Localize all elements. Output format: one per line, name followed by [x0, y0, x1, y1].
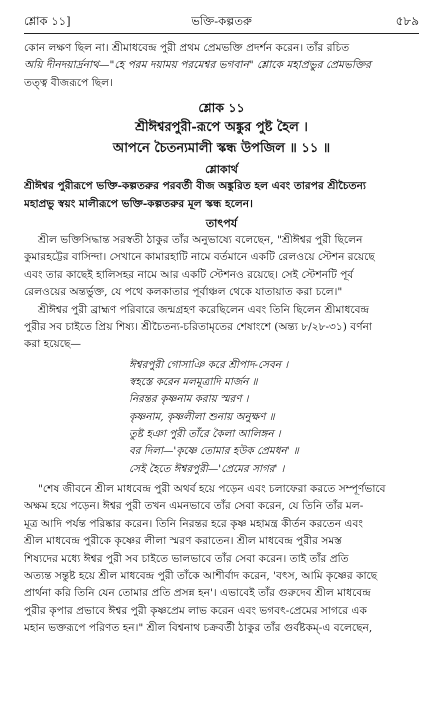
text-line: শ্রীল মাধবেন্দ্র পুরীকে কৃষ্ণের লীলা স্মরণ করাতেন। শ্রীল মাধবেন্দ্র পুরীর সমস্ত [24, 535, 342, 548]
text-line: এবং তার কাছেই হালিসহর নামে আর একটি স্টেশনও রয়েছে। সেই স্টেশনটি পূর্ব [24, 268, 354, 281]
translation-text [24, 178, 419, 213]
purport-paragraph-2 [24, 302, 419, 354]
page-body [24, 40, 419, 638]
quoted-verses [24, 357, 419, 478]
purport-heading: তাৎপর্য [205, 217, 238, 231]
text-line: পুরীর সব চাইতে প্রিয় শিষ্য। শ্রীচৈতন্য-চরিতামৃতের শেষাংশে (অন্ত্য ৮/২৮-৩১) বর্ণনা [24, 321, 373, 334]
text-line: অত্যন্ত সন্তুষ্ট হয়ে শ্রীল মাধবেন্দ্র পুরী তাঁকে আশীর্বাদ করেন, 'বৎস, আমি কৃষ্ণের কাছে [24, 569, 378, 582]
text-line: মহান ভক্তরূপে পরিণত হন।" শ্রীল বিশ্বনাথ চক্রবর্তী ঠাকুর তাঁর গুর্বষ্টকম্‌-এ বলেছেন, [24, 622, 373, 635]
translation-heading: শ্লোকার্থ [205, 163, 238, 177]
header-verse-ref: শ্লোক ১১] [24, 14, 71, 28]
verse-number: শ্লোক ১১ [198, 100, 245, 116]
header-divider [24, 33, 419, 34]
verse-line-1: শ্রীঈশ্বরপুরী-রূপে অঙ্কুর পুষ্ট হৈল । [135, 120, 308, 136]
purport-paragraph-3 [24, 481, 419, 638]
text-line: কুমারহট্টের বাসিন্দা। সেখানে কামারহাটি নামে বর্তমানে একটি রেলওয়ে স্টেশন রয়েছে [24, 251, 375, 264]
intro-paragraph [24, 40, 419, 92]
poem-line: নিরন্তর কৃষ্ণনাম করায় স্মরণ । [129, 393, 249, 406]
purport-paragraph-1 [24, 232, 419, 302]
text-line: কোন লক্ষণ ছিল না। শ্রীমাধবেন্দ্র পুরী প্রথম প্রেমভক্তি প্রদর্শন করেন। তাঁর রচিত [24, 42, 350, 54]
verse-line-2: আপনে চৈতন্যমালী স্কন্ধ উপজিল ॥ ১১ ॥ [112, 141, 331, 157]
running-header [24, 13, 419, 29]
poem-line: কৃষ্ণনাম, কৃষ্ণলীলা শুনায় অনুক্ষণ ॥ [129, 410, 275, 423]
text-line: "শেষ জীবনে শ্রীল মাধবেন্দ্র পুরী অথর্ব হয়ে পড়েন এবং চলাফেরা করতে সম্পূর্ণভাবে [38, 482, 386, 495]
text-line: অয়ি দীনদয়ার্দ্রনাথ—"হে পরম দয়াময় পরমেশ্বর ভগবান" শ্লোকে মহাপ্রভুর প্রেমভক্তির [24, 59, 371, 72]
poem-line: সেই হৈতে ঈশ্বরপুরী—'প্রেমের সাগর' । [129, 462, 285, 475]
translation-line: মহাপ্রভু স্বয়ং মালীরূপে ভক্তি-কল্পতরুর মূল স্কন্ধ হলেন। [24, 197, 253, 210]
text-line: পুরীর কৃপার প্রভাবে ঈশ্বর পুরী কৃষ্ণপ্রেম লাভ করেন এবং ভগবৎ-প্রেমের সাগরে এক [24, 604, 367, 617]
poem-line: তুষ্ট হঞা পুরী তাঁরে কৈলা আলিঙ্গন । [129, 428, 281, 441]
text-line: রেলওয়ের অন্তর্ভুক্ত, যে পথে কলকাতার পূর্বাঞ্চল থেকে যাতায়াত করা চলে।" [24, 286, 343, 299]
page-number: ৫৮৯ [395, 14, 419, 28]
header-chapter-title: ভক্তি-কল্পতরু [191, 14, 252, 28]
poem-line: স্বহস্তে করেন মলমূত্রাদি মার্জন ॥ [129, 376, 258, 389]
text-line: শিষ্যদের মধ্যে ঈশ্বর পুরী সব চাইতে ভালভাবে তাঁর সেবা করেন। তাই তাঁর প্রতি [24, 552, 349, 565]
translation-line: শ্রীঈশ্বর পুরীরূপে ভক্তি-কল্পতরুর পরবর্তী বীজ অঙ্কুরিত হল এবং তারপর শ্রীচৈতন্য [24, 180, 366, 193]
text-line: শ্রীঈশ্বর পুরী ব্রাহ্মণ পরিবারে জন্মগ্রহণ করেছিলেন এবং তিনি ছিলেন শ্রীমাধবেন্দ্র [38, 303, 370, 316]
poem-line: বর দিলা—'কৃষ্ণে তোমার হউক প্রেমধন' ॥ [129, 445, 299, 458]
text-line: করা হয়েছে— [24, 338, 82, 351]
text-line: মূত্র আদি পর্যন্ত পরিষ্কার করেন। তিনি নিরন্তর হরে কৃষ্ণ মহামন্ত্র কীর্তন করতেন এবং [24, 517, 363, 530]
text-line: শ্রীল ভক্তিসিদ্ধান্ত সরস্বতী ঠাকুর তাঁর অনুভাষ্যে বলেছেন, "শ্রীঈশ্বর পুরী ছিলেন [38, 234, 363, 247]
text-line: অক্ষম হয়ে পড়েন। ঈশ্বর পুরী তখন এমনভাবে তাঁর সেবা করেন, যে তিনি তাঁর মল- [24, 500, 364, 513]
text-line: প্রার্থনা করি তিনি যেন তোমার প্রতি প্রসন্ন হন'। এভাবেই তাঁর গুরুদেব শ্রীল মাধবেন্দ্র [24, 587, 371, 600]
poem-line: ঈশ্বরপুরী গোসাঞি করে শ্রীপাদ-সেবন । [129, 358, 289, 371]
text-line: তত্ত্ব বীজরূপে ছিল। [24, 76, 113, 89]
